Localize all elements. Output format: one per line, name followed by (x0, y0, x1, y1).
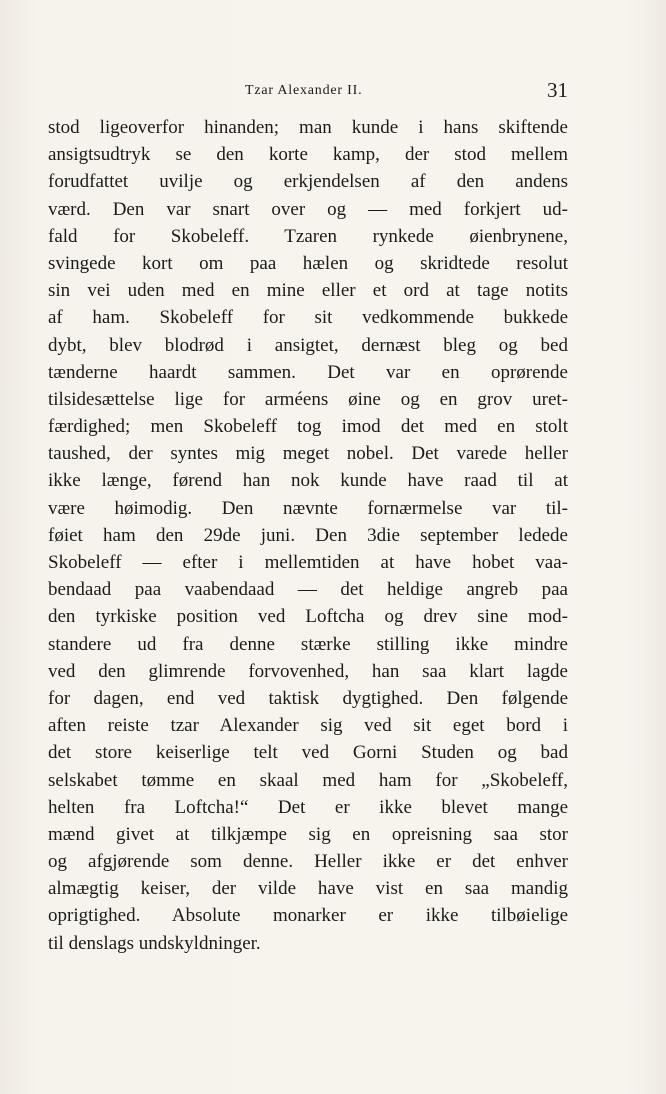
text-line: stod ligeoverfor hinanden; man kunde i hans skiftende (48, 117, 568, 138)
text-line: almægtig keiser, der vilde have vist en saa mandig (48, 878, 568, 900)
text-line: ved den glimrende forvovenhed, han saa klart lagde (48, 660, 568, 682)
text-line: helten fra Loftcha!“ Det er ikke blevet mange (48, 796, 568, 818)
text-line: ikke længe, førend han nok kunde have raad til at (48, 470, 568, 492)
text-line: tilsidesættelse lige for arméens øine og en grov uret- (48, 388, 568, 410)
running-title: Tzar Alexander II. (245, 83, 363, 98)
text-line: værd. Den var snart over og — med forkjert ud- (48, 198, 568, 220)
text-line: for dagen, end ved taktisk dygtighed. Den følgende (48, 687, 568, 709)
text-line: og afgjørende som denne. Heller ikke er det enhver (48, 851, 568, 873)
text-line: taushed, der syntes mig meget nobel. Det varede heller (48, 443, 568, 465)
text-line: det store keiserlige telt ved Gorni Studen og bad (48, 742, 568, 764)
text-line: oprigtighed. Absolute monarker er ikke tilbøielige (48, 905, 568, 927)
text-line: sin vei uden med en mine eller et ord at tage notits (48, 280, 568, 302)
text-line: fald for Skobeleff. Tzaren rynkede øienbrynene, (48, 225, 568, 247)
text-line: af ham. Skobeleff for sit vedkommende bukkede (48, 307, 568, 329)
text-line: aften reiste tzar Alexander sig ved sit eget bord i (48, 715, 568, 737)
text-line: dybt, blev blodrød i ansigtet, dernæst bleg og bed (48, 334, 568, 356)
text-line: ansigtsudtryk se den korte kamp, der stod mellem (48, 144, 568, 166)
text-line-last: til denslags undskyldninger. (48, 932, 261, 954)
text-line: den tyrkiske position ved Loftcha og drev sine mod- (48, 606, 568, 628)
text-line: standere ud fra denne stærke stilling ikke mindre (48, 633, 568, 655)
text-line: føiet ham den 29de juni. Den 3die september ledede (48, 524, 568, 546)
text-line: forudfattet uvilje og erkjendelsen af den andens (48, 171, 568, 193)
page-number: 31 (547, 78, 568, 102)
body-text (48, 114, 568, 957)
text-line: tænderne haardt sammen. Det var en oprørende (48, 361, 568, 383)
text-line: bendaad paa vaabendaad — det heldige angreb paa (48, 579, 568, 601)
text-line: svingede kort om paa hælen og skridtede resolut (48, 252, 568, 274)
text-line: selskabet tømme en skaal med ham for „Skobeleff, (48, 769, 568, 791)
running-head (48, 78, 568, 104)
text-line: være høimodig. Den nævnte fornærmelse var til- (48, 497, 568, 519)
text-line: mænd givet at tilkjæmpe sig en opreisning saa stor (48, 823, 568, 845)
text-line: Skobeleff — efter i mellemtiden at have hobet vaa- (48, 552, 568, 573)
text-line: færdighed; men Skobeleff tog imod det med en stolt (48, 416, 568, 438)
